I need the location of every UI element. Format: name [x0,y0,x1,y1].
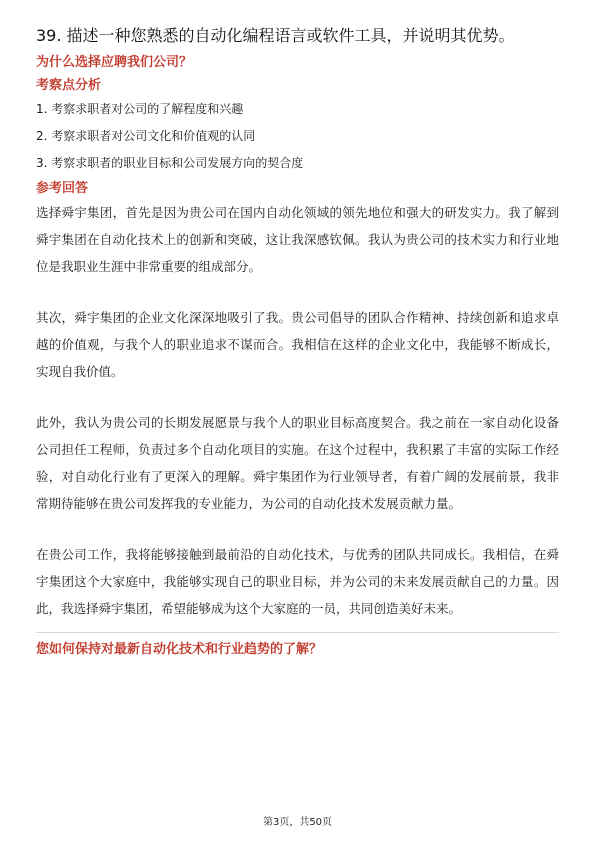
analysis-item: 1. 考察求职者对公司的了解程度和兴趣 [36,102,244,116]
answer-paragraph: 选择舜宇集团，首先是因为贵公司在国内自动化领域的领先地位和强大的研发实力。我了解到舜宇集团在自动化技术上的创新和突破，这让我深感钦佩。我认为贵公司的技术实力和行业地位是我职业生涯中非常重要的组成部分。 [36,205,559,274]
answer-paragraph: 其次，舜宇集团的企业文化深深地吸引了我。贵公司倡导的团队合作精神、持续创新和追求卓越的价值观，与我个人的职业追求不谋而合。我相信在这样的企业文化中，我能够不断成长，实现自我价值。 [36,310,559,379]
answer-paragraph: 此外，我认为贵公司的长期发展愿景与我个人的职业目标高度契合。我之前在一家自动化设备公司担任工程师，负责过多个自动化项目的实施。在这个过程中，我积累了丰富的实际工作经验，对自动化行业有了更深入的理解。舜宇集团作为行业领导者，有着广阔的发展前景，我非常期待能够在贵公司发挥我的专业能力，为公司的自动化技术发展贡献力量。 [36,415,559,511]
question-heading: 39. 描述一种您熟悉的自动化编程语言或软件工具，并说明其优势。 [36,26,515,45]
section-divider [36,632,559,633]
page-number: 第3页，共50页 [262,817,333,828]
answer-body [36,199,559,622]
section-why-join [36,52,559,622]
analysis-item: 3. 考察求职者的职业目标和公司发展方向的契合度 [36,156,304,170]
answer-paragraph: 在贵公司工作，我将能够接触到最前沿的自动化技术，与优秀的团队共同成长。我相信，在舜宇集团这个大家庭中，我能够实现自己的职业目标，并为公司的未来发展贡献自己的力量。因此，我选择舜宇集团，希望能够成为这个大家庭的一员，共同创造美好未来。 [36,547,559,616]
answer-label: 参考回答 [36,181,89,196]
analysis-list [36,96,559,177]
next-sub-question-title: 您如何保持对最新自动化技术和行业趋势的了解？ [36,642,323,657]
sub-question-title: 为什么选择应聘我们公司？ [36,55,193,70]
document-page [36,24,559,661]
analysis-label: 考察点分析 [36,78,102,93]
analysis-item: 2. 考察求职者对公司文化和价值观的认同 [36,129,256,143]
